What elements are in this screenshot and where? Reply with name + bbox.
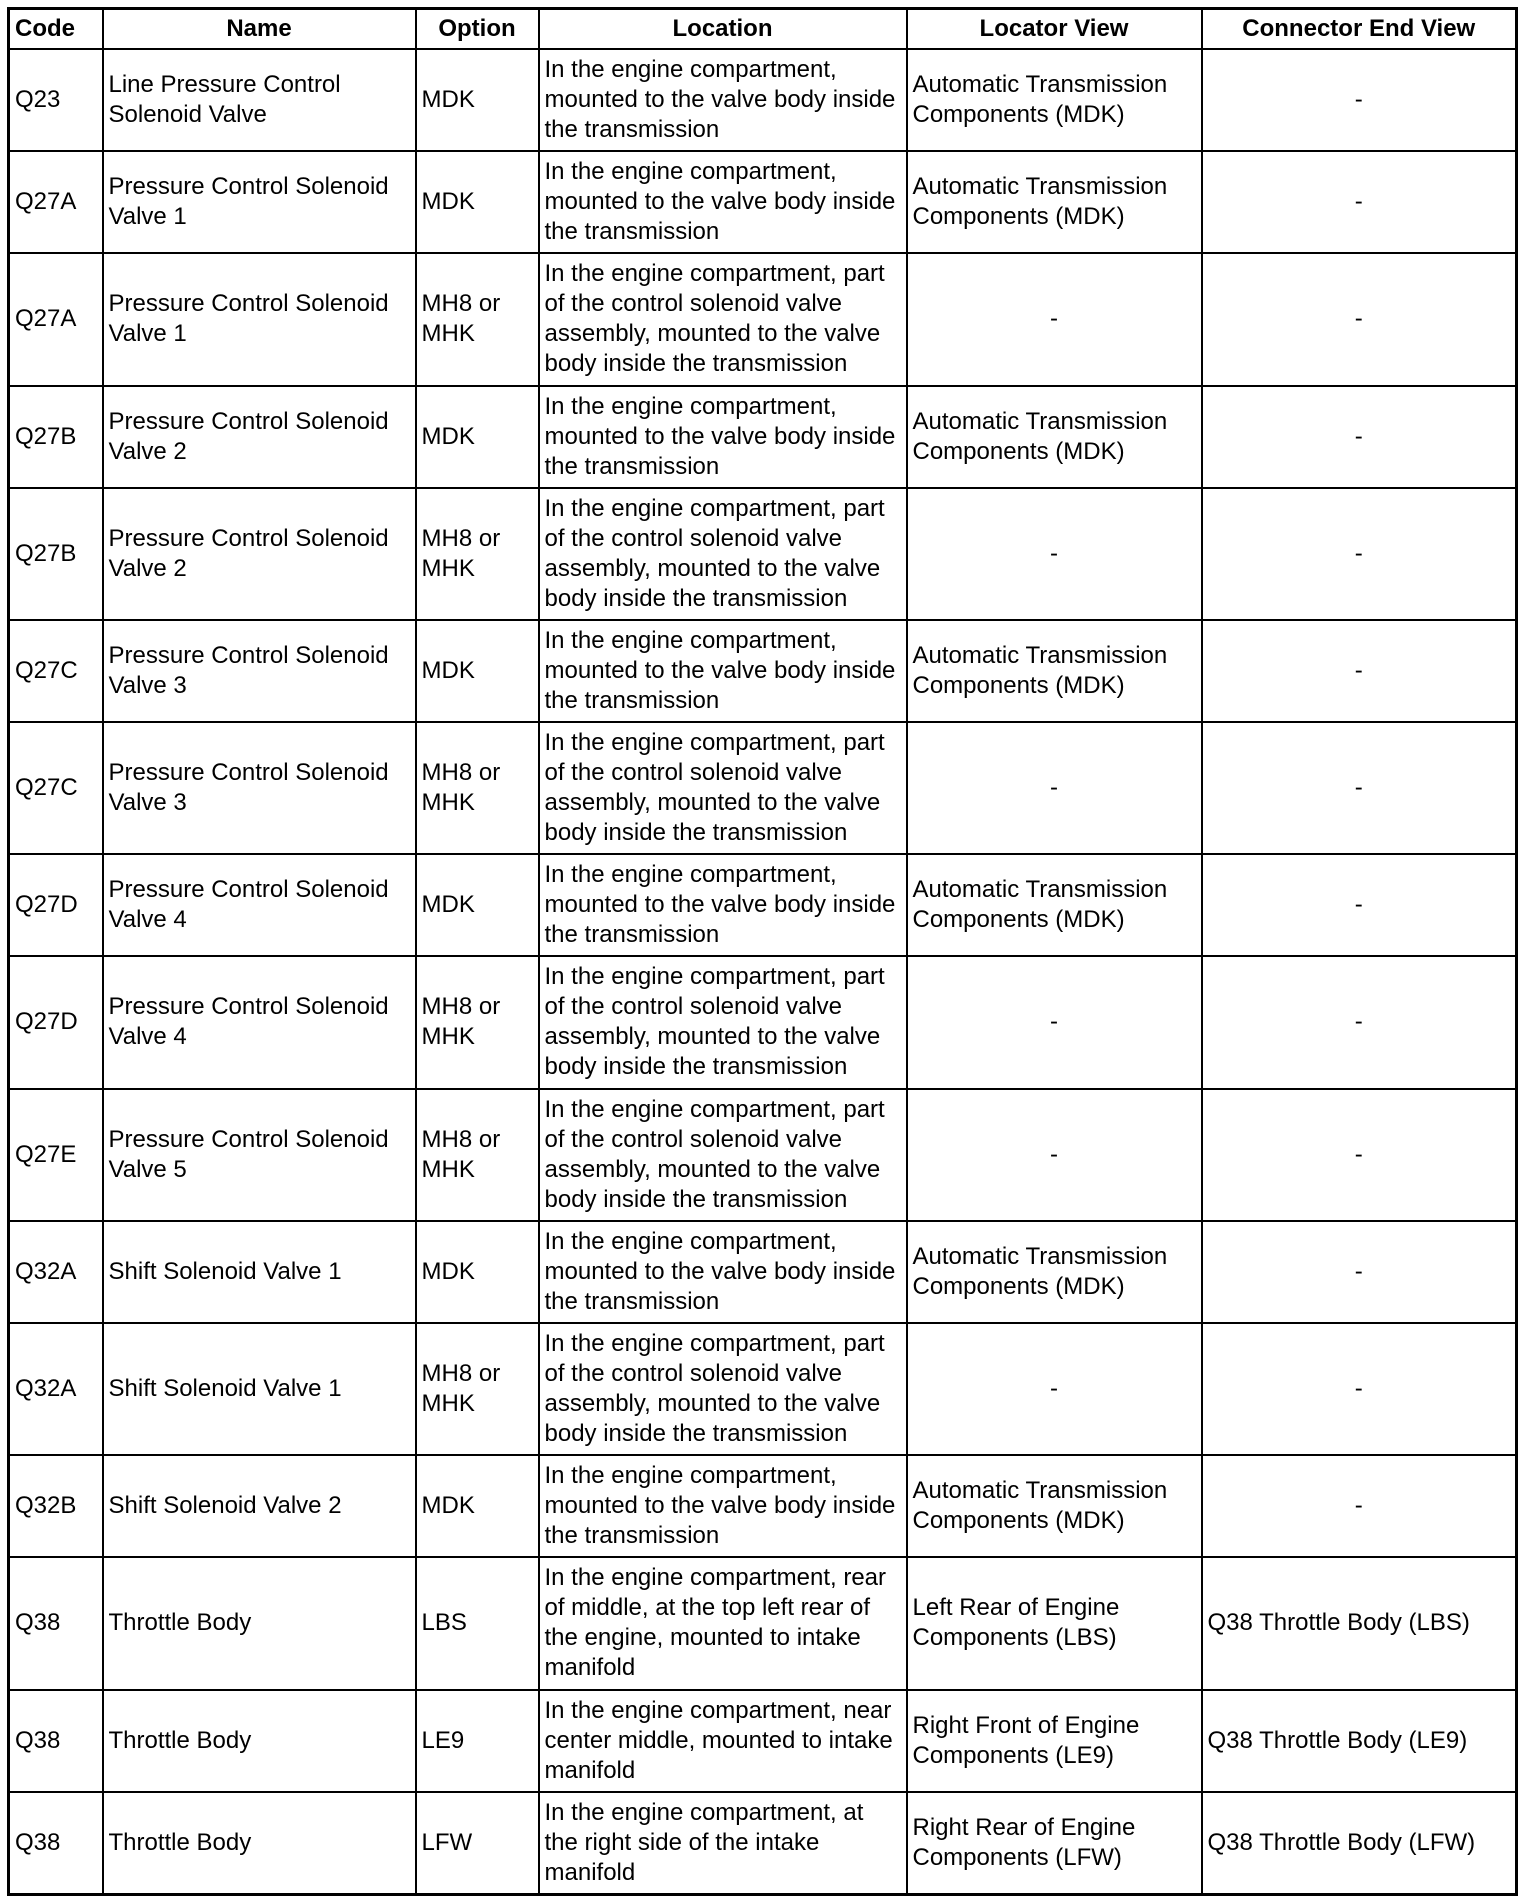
cell-code: Q38	[9, 1690, 103, 1792]
cell-code: Q27B	[9, 386, 103, 488]
cell-option: LFW	[416, 1792, 539, 1895]
cell-option: MDK	[416, 854, 539, 956]
cell-code: Q38	[9, 1792, 103, 1895]
cell-connector-end-view: -	[1202, 1455, 1517, 1557]
cell-code: Q23	[9, 49, 103, 151]
cell-option: MH8 or MHK	[416, 956, 539, 1088]
cell-locator-view: Right Front of Engine Components (LE9)	[907, 1690, 1202, 1792]
cell-option: MDK	[416, 1221, 539, 1323]
cell-locator-view: -	[907, 1323, 1202, 1455]
cell-locator-view: Automatic Transmission Components (MDK)	[907, 386, 1202, 488]
cell-option: MH8 or MHK	[416, 488, 539, 620]
cell-locator-view: -	[907, 722, 1202, 854]
cell-location: In the engine compartment, mounted to the valve body inside the transmission	[539, 1455, 907, 1557]
cell-locator-view: Automatic Transmission Components (MDK)	[907, 1221, 1202, 1323]
cell-option: MH8 or MHK	[416, 1323, 539, 1455]
cell-locator-view: Right Rear of Engine Components (LFW)	[907, 1792, 1202, 1895]
cell-location: In the engine compartment, mounted to the valve body inside the transmission	[539, 854, 907, 956]
cell-connector-end-view: -	[1202, 386, 1517, 488]
cell-name: Shift Solenoid Valve 2	[103, 1455, 416, 1557]
cell-code: Q27B	[9, 488, 103, 620]
header-locator-view: Locator View	[907, 9, 1202, 50]
cell-locator-view: Automatic Transmission Components (MDK)	[907, 49, 1202, 151]
cell-code: Q27C	[9, 620, 103, 722]
cell-name: Line Pressure Control Solenoid Valve	[103, 49, 416, 151]
cell-option: MH8 or MHK	[416, 1089, 539, 1221]
table-row	[9, 956, 1517, 1088]
cell-locator-view: -	[907, 488, 1202, 620]
cell-location: In the engine compartment, part of the control solenoid valve assembly, mounted to the valve body inside the transmission	[539, 722, 907, 854]
cell-option: MDK	[416, 151, 539, 253]
cell-locator-view: -	[907, 253, 1202, 385]
cell-location: In the engine compartment, part of the control solenoid valve assembly, mounted to the valve body inside the transmission	[539, 1089, 907, 1221]
cell-location: In the engine compartment, part of the control solenoid valve assembly, mounted to the valve body inside the transmission	[539, 488, 907, 620]
table-row	[9, 1089, 1517, 1221]
cell-code: Q32A	[9, 1221, 103, 1323]
cell-code: Q27D	[9, 956, 103, 1088]
header-connector-end-view: Connector End View	[1202, 9, 1517, 50]
cell-name: Shift Solenoid Valve 1	[103, 1323, 416, 1455]
table-row	[9, 1455, 1517, 1557]
cell-locator-view: Automatic Transmission Components (MDK)	[907, 620, 1202, 722]
table-row	[9, 488, 1517, 620]
cell-name: Pressure Control Solenoid Valve 4	[103, 854, 416, 956]
cell-code: Q27D	[9, 854, 103, 956]
cell-option: MDK	[416, 386, 539, 488]
cell-connector-end-view: -	[1202, 956, 1517, 1088]
cell-connector-end-view: -	[1202, 620, 1517, 722]
cell-location: In the engine compartment, mounted to the valve body inside the transmission	[539, 620, 907, 722]
cell-locator-view: -	[907, 956, 1202, 1088]
cell-location: In the engine compartment, part of the control solenoid valve assembly, mounted to the valve body inside the transmission	[539, 956, 907, 1088]
cell-code: Q27C	[9, 722, 103, 854]
cell-code: Q32B	[9, 1455, 103, 1557]
cell-name: Pressure Control Solenoid Valve 2	[103, 386, 416, 488]
table-row	[9, 1792, 1517, 1895]
cell-option: LBS	[416, 1557, 539, 1689]
cell-location: In the engine compartment, mounted to the valve body inside the transmission	[539, 1221, 907, 1323]
cell-name: Pressure Control Solenoid Valve 1	[103, 151, 416, 253]
cell-name: Pressure Control Solenoid Valve 1	[103, 253, 416, 385]
header-name: Name	[103, 9, 416, 50]
header-row	[9, 9, 1517, 50]
cell-connector-end-view: -	[1202, 722, 1517, 854]
cell-location: In the engine compartment, mounted to the valve body inside the transmission	[539, 151, 907, 253]
cell-name: Shift Solenoid Valve 1	[103, 1221, 416, 1323]
cell-name: Pressure Control Solenoid Valve 2	[103, 488, 416, 620]
cell-code: Q27A	[9, 253, 103, 385]
cell-connector-end-view: -	[1202, 1089, 1517, 1221]
table-row	[9, 1221, 1517, 1323]
table-row	[9, 722, 1517, 854]
cell-connector-end-view: Q38 Throttle Body (LBS)	[1202, 1557, 1517, 1689]
cell-connector-end-view: -	[1202, 49, 1517, 151]
cell-code: Q27A	[9, 151, 103, 253]
cell-option: MDK	[416, 620, 539, 722]
cell-location: In the engine compartment, mounted to the valve body inside the transmission	[539, 49, 907, 151]
table-row	[9, 1690, 1517, 1792]
cell-location: In the engine compartment, at the right side of the intake manifold	[539, 1792, 907, 1895]
header-option: Option	[416, 9, 539, 50]
component-locator-table	[7, 7, 1518, 1896]
component-locator-table-sheet	[7, 7, 1515, 1896]
cell-location: In the engine compartment, mounted to the valve body inside the transmission	[539, 386, 907, 488]
cell-name: Throttle Body	[103, 1557, 416, 1689]
table-row	[9, 1323, 1517, 1455]
cell-connector-end-view: -	[1202, 1323, 1517, 1455]
cell-location: In the engine compartment, part of the control solenoid valve assembly, mounted to the valve body inside the transmission	[539, 253, 907, 385]
table-row	[9, 151, 1517, 253]
cell-option: MH8 or MHK	[416, 253, 539, 385]
cell-locator-view: Left Rear of Engine Components (LBS)	[907, 1557, 1202, 1689]
cell-name: Pressure Control Solenoid Valve 4	[103, 956, 416, 1088]
cell-connector-end-view: -	[1202, 151, 1517, 253]
cell-connector-end-view: Q38 Throttle Body (LE9)	[1202, 1690, 1517, 1792]
table-row	[9, 49, 1517, 151]
cell-name: Pressure Control Solenoid Valve 3	[103, 722, 416, 854]
table-row	[9, 253, 1517, 385]
cell-name: Pressure Control Solenoid Valve 3	[103, 620, 416, 722]
cell-code: Q32A	[9, 1323, 103, 1455]
cell-option: MDK	[416, 49, 539, 151]
cell-locator-view: Automatic Transmission Components (MDK)	[907, 1455, 1202, 1557]
cell-location: In the engine compartment, near center middle, mounted to intake manifold	[539, 1690, 907, 1792]
table-row	[9, 386, 1517, 488]
cell-code: Q38	[9, 1557, 103, 1689]
cell-locator-view: Automatic Transmission Components (MDK)	[907, 151, 1202, 253]
cell-option: MDK	[416, 1455, 539, 1557]
table-row	[9, 620, 1517, 722]
cell-connector-end-view: -	[1202, 488, 1517, 620]
cell-connector-end-view: -	[1202, 854, 1517, 956]
cell-option: MH8 or MHK	[416, 722, 539, 854]
cell-name: Throttle Body	[103, 1690, 416, 1792]
cell-code: Q27E	[9, 1089, 103, 1221]
cell-locator-view: Automatic Transmission Components (MDK)	[907, 854, 1202, 956]
cell-connector-end-view: Q38 Throttle Body (LFW)	[1202, 1792, 1517, 1895]
cell-locator-view: -	[907, 1089, 1202, 1221]
cell-location: In the engine compartment, part of the control solenoid valve assembly, mounted to the valve body inside the transmission	[539, 1323, 907, 1455]
table-row	[9, 854, 1517, 956]
header-location: Location	[539, 9, 907, 50]
cell-location: In the engine compartment, rear of middle, at the top left rear of the engine, mounted to intake manifold	[539, 1557, 907, 1689]
cell-connector-end-view: -	[1202, 253, 1517, 385]
cell-option: LE9	[416, 1690, 539, 1792]
header-code: Code	[9, 9, 103, 50]
cell-connector-end-view: -	[1202, 1221, 1517, 1323]
table-row	[9, 1557, 1517, 1689]
cell-name: Pressure Control Solenoid Valve 5	[103, 1089, 416, 1221]
cell-name: Throttle Body	[103, 1792, 416, 1895]
